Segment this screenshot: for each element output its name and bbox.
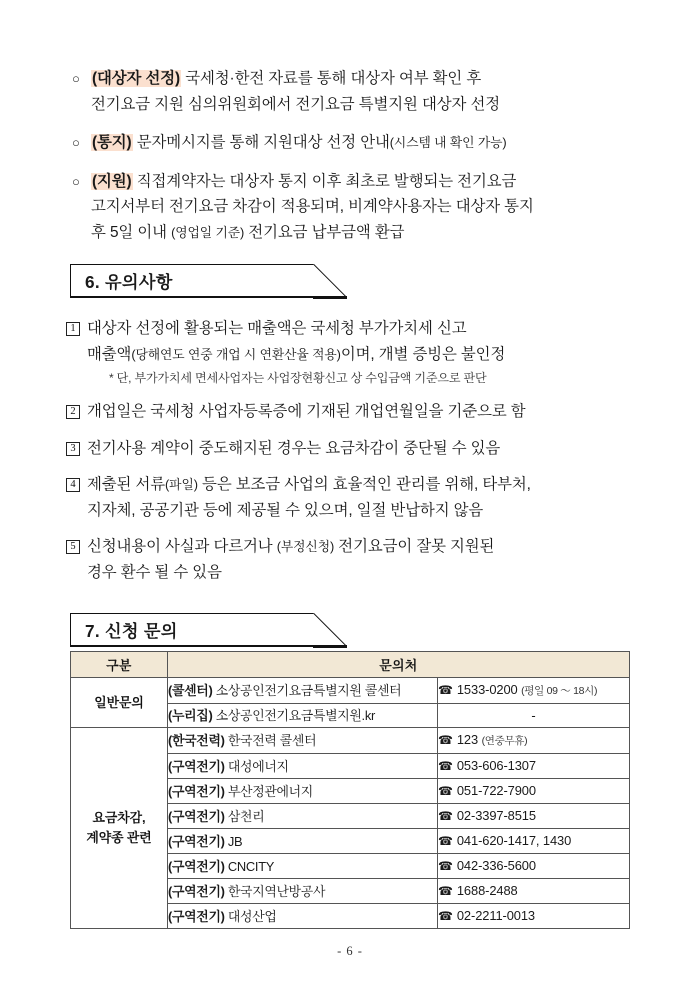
note-subnote: * 단, 부가가치세 면세사업자는 사업장현황신고 상 수입금액 기준으로 판단 xyxy=(109,371,487,385)
list-item xyxy=(66,436,644,462)
tel-cell xyxy=(438,678,630,704)
list-item xyxy=(66,534,644,585)
bullet-marker: ○ xyxy=(72,135,80,150)
telephone-icon: ☎ xyxy=(438,733,453,747)
tel-cell xyxy=(438,704,630,728)
telephone-icon: ☎ xyxy=(438,909,453,923)
note-text xyxy=(87,472,644,523)
note-line-1-pre: 제출된 서류 xyxy=(87,476,166,493)
tel-cell xyxy=(438,879,630,904)
page-number: - 6 - xyxy=(337,944,363,958)
note-text xyxy=(87,534,644,585)
note-line-2-pre: 매출액 xyxy=(87,345,132,363)
note-line-1-paren: (부정신청) xyxy=(276,539,335,554)
table-row xyxy=(71,678,630,704)
tel-number: 02-3397-8515 xyxy=(456,808,536,823)
bullet-line-3-post: 전기요금 납부금액 환급 xyxy=(244,223,405,241)
banner-corner-cut-icon xyxy=(313,264,347,299)
org-cell xyxy=(168,678,438,704)
telephone-icon: ☎ xyxy=(438,834,453,848)
bullet-text xyxy=(91,130,636,156)
group-label-billing xyxy=(71,728,168,929)
org-name: 부산정관에너지 xyxy=(224,783,313,799)
org-cell xyxy=(168,728,438,754)
telephone-icon: ☎ xyxy=(438,884,453,898)
bullet-line-3-pre: 후 5일 이내 xyxy=(91,223,172,241)
note-line-1: 대상자 선정에 활용되는 매출액은 국세청 부가가치세 신고 xyxy=(87,320,467,337)
tel-number: 053-606-1307 xyxy=(456,758,536,773)
note-text xyxy=(87,436,644,462)
org-cell xyxy=(168,854,438,879)
org-tag: (구역전기) xyxy=(168,783,225,799)
tel-cell xyxy=(438,854,630,879)
org-tag: (구역전기) xyxy=(168,858,225,874)
org-tag: (구역전기) xyxy=(168,833,225,849)
note-number-box: 5 xyxy=(66,540,80,554)
org-name: 소상공인전기요금특별지원 콜센터 xyxy=(212,683,402,698)
note-line-1-post: 전기요금이 잘못 지원된 xyxy=(334,538,495,555)
table-body xyxy=(71,678,630,929)
group-label-general: 일반문의 xyxy=(71,678,168,728)
column-header-contact: 문의처 xyxy=(168,652,630,678)
list-item xyxy=(70,66,636,117)
list-item xyxy=(66,316,644,388)
org-cell xyxy=(168,829,438,854)
note-number-box: 1 xyxy=(66,322,80,336)
list-item xyxy=(66,399,644,425)
bullet-text xyxy=(91,66,636,117)
tel-cell xyxy=(438,804,630,829)
tel-number: 041-620-1417, 1430 xyxy=(456,833,572,848)
note-line-1-post: 등은 보조금 사업의 효율적인 관리를 위해, 타부처, xyxy=(197,476,531,493)
bullet-line-1: 직접계약자는 대상자 통지 이후 최초로 발행되는 전기요금 xyxy=(132,172,517,190)
section-6-title: 6. 유의사항 xyxy=(85,272,173,292)
bullet-label: (대상자 선정) xyxy=(92,70,181,87)
section-header-7 xyxy=(70,613,313,647)
org-name: 대성산업 xyxy=(224,908,277,924)
org-tag: (한국전력) xyxy=(168,733,225,748)
note-line-2-post: 이며, 개별 증빙은 불인정 xyxy=(340,345,506,363)
telephone-icon: ☎ xyxy=(438,759,453,773)
org-cell xyxy=(168,879,438,904)
bullet-text xyxy=(91,169,636,246)
note-line-2-paren: (당해연도 연중 개업 시 연환산율 적용) xyxy=(131,346,341,362)
section-7-title: 7. 신청 문의 xyxy=(85,621,178,641)
bullet-line-1: 국세청·한전 자료를 통해 대상자 여부 확인 후 xyxy=(181,70,482,87)
telephone-icon: ☎ xyxy=(438,809,453,823)
group-label-line-1: 요금차감, xyxy=(92,810,146,825)
org-name: 한국전력 콜센터 xyxy=(224,733,317,748)
bullet-list xyxy=(70,66,636,258)
tel-cell xyxy=(438,779,630,804)
notes-list xyxy=(66,316,644,596)
bullet-label: (지원) xyxy=(92,172,132,190)
bullet-marker: ○ xyxy=(72,173,80,189)
telephone-icon: ☎ xyxy=(438,784,453,798)
note-number-box: 4 xyxy=(66,478,80,492)
note-line-2: 지자체, 공공기관 등에 제공될 수 있으며, 일절 반납하지 않음 xyxy=(87,501,484,519)
note-line-1-pre: 신청내용이 사실과 다르거나 xyxy=(87,538,277,555)
org-name: 한국지역난방공사 xyxy=(224,883,326,899)
tel-number: 02-2211-0013 xyxy=(456,908,535,923)
org-cell xyxy=(168,779,438,804)
tel-hours-note: (연중무휴) xyxy=(481,735,528,747)
bullet-label: (통지) xyxy=(92,134,132,151)
org-cell xyxy=(168,754,438,779)
note-line-1: 개업일은 국세청 사업자등록증에 기재된 개업연월일을 기준으로 함 xyxy=(87,403,526,420)
tel-number: 1533-0200 xyxy=(456,682,518,697)
tel-number: 1688-2488 xyxy=(456,883,518,898)
note-number-box: 3 xyxy=(66,442,80,456)
bullet-line-1: 문자메시지를 통해 지원대상 선정 안내 xyxy=(132,134,390,151)
contact-table xyxy=(70,651,630,929)
tel-number: 042-336-5600 xyxy=(456,858,536,873)
org-cell xyxy=(168,804,438,829)
org-name: JB xyxy=(224,833,243,849)
bullet-paren-note: (시스템 내 확인 가능) xyxy=(389,135,507,150)
note-text xyxy=(87,399,644,425)
tel-hours-note: (평일 09 ～ 18시) xyxy=(521,685,598,697)
bullet-line-2: 전기요금 지원 심의위원회에서 전기요금 특별지원 대상자 선정 xyxy=(91,95,501,113)
tel-number: 123 xyxy=(456,732,479,747)
telephone-icon: ☎ xyxy=(438,683,453,697)
note-line-1: 전기사용 계약이 중도해지된 경우는 요금차감이 중단될 수 있음 xyxy=(87,439,501,457)
note-line-1-paren: (파일) xyxy=(165,477,198,492)
note-line-2: 경우 환수 될 수 있음 xyxy=(87,563,222,581)
org-tag: (콜센터) xyxy=(168,683,213,698)
tel-cell xyxy=(438,904,630,929)
bullet-line-2: 고지서부터 전기요금 차감이 적용되며, 비계약사용자는 대상자 통지 xyxy=(91,198,534,215)
tel-cell xyxy=(438,728,630,754)
org-name: 소상공인전기요금특별지원.kr xyxy=(212,708,375,723)
org-tag: (구역전기) xyxy=(168,758,225,774)
list-item xyxy=(70,169,636,246)
telephone-icon: ☎ xyxy=(438,859,453,873)
tel-cell xyxy=(438,754,630,779)
group-label-line-2: 계약종 관련 xyxy=(86,830,152,845)
org-name: 대성에너지 xyxy=(224,758,289,774)
org-cell xyxy=(168,704,438,728)
org-tag: (구역전기) xyxy=(168,883,225,899)
org-name: 삼천리 xyxy=(224,808,265,824)
org-tag: (구역전기) xyxy=(168,808,225,824)
org-cell xyxy=(168,904,438,929)
org-tag: (누리집) xyxy=(168,708,213,723)
bullet-line-3-paren: (영업일 기준) xyxy=(171,224,245,240)
bullet-marker: ○ xyxy=(72,71,80,86)
note-number-box: 2 xyxy=(66,405,80,419)
list-item xyxy=(66,472,644,523)
org-tag: (구역전기) xyxy=(168,908,225,924)
tel-number: - xyxy=(531,708,536,723)
table-row xyxy=(71,728,630,754)
section-header-6 xyxy=(70,264,313,298)
table-header-row xyxy=(71,652,630,678)
tel-number: 051-722-7900 xyxy=(456,783,536,798)
tel-cell xyxy=(438,829,630,854)
banner-corner-cut-icon xyxy=(313,613,347,648)
list-item xyxy=(70,130,636,156)
column-header-division: 구분 xyxy=(71,652,168,678)
table-head xyxy=(71,652,630,678)
note-text xyxy=(87,316,644,388)
org-name: CNCITY xyxy=(224,858,275,874)
